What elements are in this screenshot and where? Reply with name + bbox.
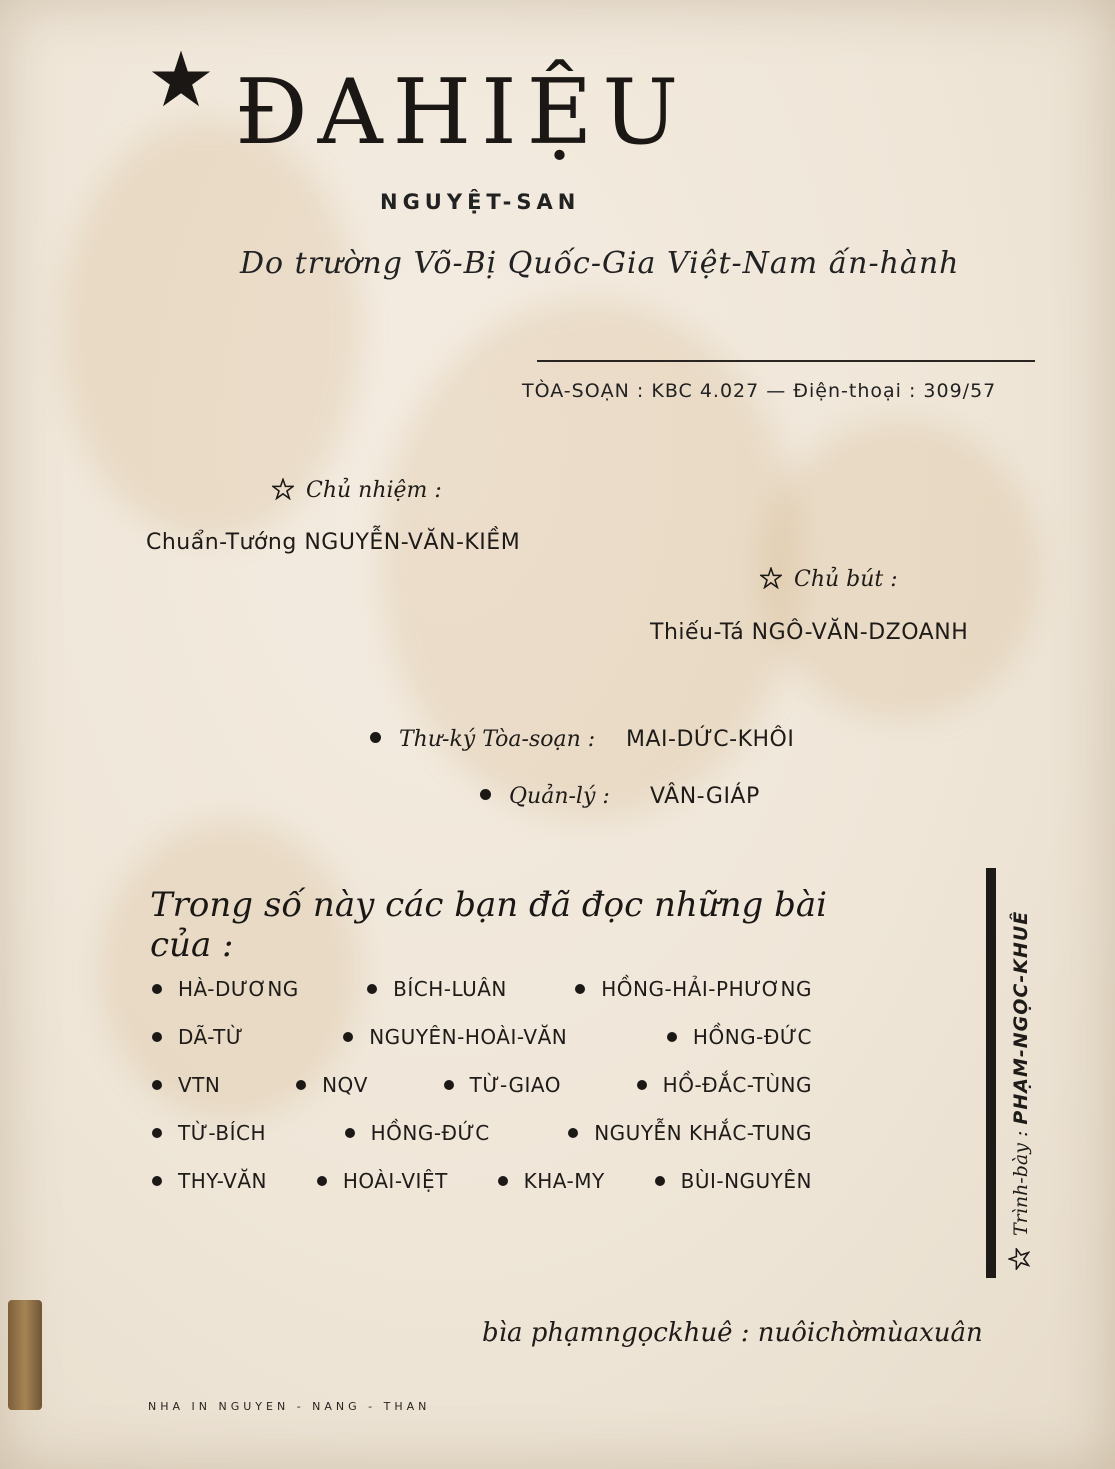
editor-label <box>760 567 898 592</box>
star-icon <box>150 48 212 110</box>
contributors-title: Trong số này các bạn đã đọc những bài của : <box>150 885 828 965</box>
contributor-name: KHA-MY <box>523 1169 605 1193</box>
contributor-name: TỪ-BÍCH <box>178 1121 267 1145</box>
contributor-name: TỪ-GIAO <box>469 1073 561 1097</box>
bullet-icon <box>444 1080 454 1090</box>
list-item <box>152 1157 812 1205</box>
bullet-icon <box>317 1176 327 1186</box>
outline-star-icon <box>272 478 294 500</box>
list-item <box>152 1013 812 1061</box>
vertical-bar <box>986 868 996 1278</box>
bullet-icon <box>367 984 377 994</box>
editor-label-text: Chủ bút : <box>794 567 898 592</box>
contributor-name: THY-VĂN <box>178 1169 267 1193</box>
contributor-name: HỒNG-ĐỨC <box>370 1121 490 1145</box>
director-label <box>272 478 442 503</box>
contributor-name: HỒ-ĐẮC-TÙNG <box>662 1073 812 1097</box>
outline-star-icon <box>760 567 782 589</box>
secretary-name: MAI-DỨC-KHÔI <box>626 727 795 752</box>
bullet-icon <box>152 984 162 994</box>
contributor-name: HỒNG-HẢI-PHƯƠNG <box>601 977 812 1001</box>
bullet-icon <box>343 1032 353 1042</box>
contributors-list <box>152 965 812 1205</box>
manager-label <box>480 784 610 809</box>
list-item <box>152 965 812 1013</box>
bullet-icon <box>370 732 381 743</box>
cover-credit: bìa phạmngọckhuê : nuôichờmùaxuân <box>482 1318 983 1348</box>
bullet-icon <box>667 1032 677 1042</box>
bullet-icon <box>655 1176 665 1186</box>
contributor-name: VTN <box>178 1073 221 1097</box>
bullet-icon <box>575 984 585 994</box>
bullet-icon <box>152 1128 162 1138</box>
editor-name: Thiếu-Tá NGÔ-VĂN-DZOANH <box>650 620 969 645</box>
divider-rule <box>537 360 1035 362</box>
contributor-name: HỒNG-ĐỨC <box>692 1025 812 1049</box>
contributor-name: NGUYỄN KHẮC-TUNG <box>594 1121 812 1145</box>
masthead-subtitle: NGUYỆT-SAN <box>380 190 581 214</box>
bullet-icon <box>152 1032 162 1042</box>
bullet-icon <box>296 1080 306 1090</box>
paper-stain <box>60 120 360 540</box>
bullet-icon <box>637 1080 647 1090</box>
list-item <box>152 1109 812 1157</box>
outline-star-icon <box>1008 1248 1030 1270</box>
director-label-text: Chủ nhiệm : <box>306 478 442 503</box>
contributor-name: NQV <box>322 1073 368 1097</box>
office-contact: TÒA-SOẠN : KBC 4.027 — Điện-thoại : 309/57 <box>522 380 997 402</box>
contributor-name: DÃ-TỪ <box>178 1025 244 1049</box>
contributor-name: HÀ-DƯƠNG <box>178 977 299 1001</box>
bullet-icon <box>152 1176 162 1186</box>
bullet-icon <box>568 1128 578 1138</box>
manager-label-text: Quản-lý : <box>509 784 610 809</box>
contributor-name: NGUYÊN-HOÀI-VĂN <box>369 1025 568 1049</box>
layout-credit-label: Trình-bày : <box>1010 1130 1032 1236</box>
bullet-icon <box>152 1080 162 1090</box>
bullet-icon <box>480 789 491 800</box>
manager-name: VÂN-GIÁP <box>650 784 760 809</box>
layout-credit <box>1008 850 1032 1270</box>
list-item <box>152 1061 812 1109</box>
masthead-title: ĐAHIỆU <box>235 60 689 165</box>
contributor-name: BÙI-NGUYÊN <box>680 1169 812 1193</box>
bullet-icon <box>345 1128 355 1138</box>
secretary-label <box>370 727 595 752</box>
printer-credit: NHA IN NGUYEN - NANG - THAN <box>148 1400 431 1413</box>
secretary-label-text: Thư-ký Tòa-soạn : <box>399 727 596 752</box>
contributor-name: HOÀI-VIỆT <box>342 1169 448 1193</box>
layout-credit-name: PHẠM-NGỌC-KHUÊ <box>1010 910 1032 1125</box>
director-name: Chuẩn-Tướng NGUYỄN-VĂN-KIỀM <box>146 530 521 555</box>
masthead-tagline: Do trường Võ-Bị Quốc-Gia Việt-Nam ấn-hành <box>240 246 960 281</box>
worn-spine-tape <box>8 1300 42 1410</box>
contributor-name: BÍCH-LUÂN <box>393 977 507 1001</box>
bullet-icon <box>498 1176 508 1186</box>
